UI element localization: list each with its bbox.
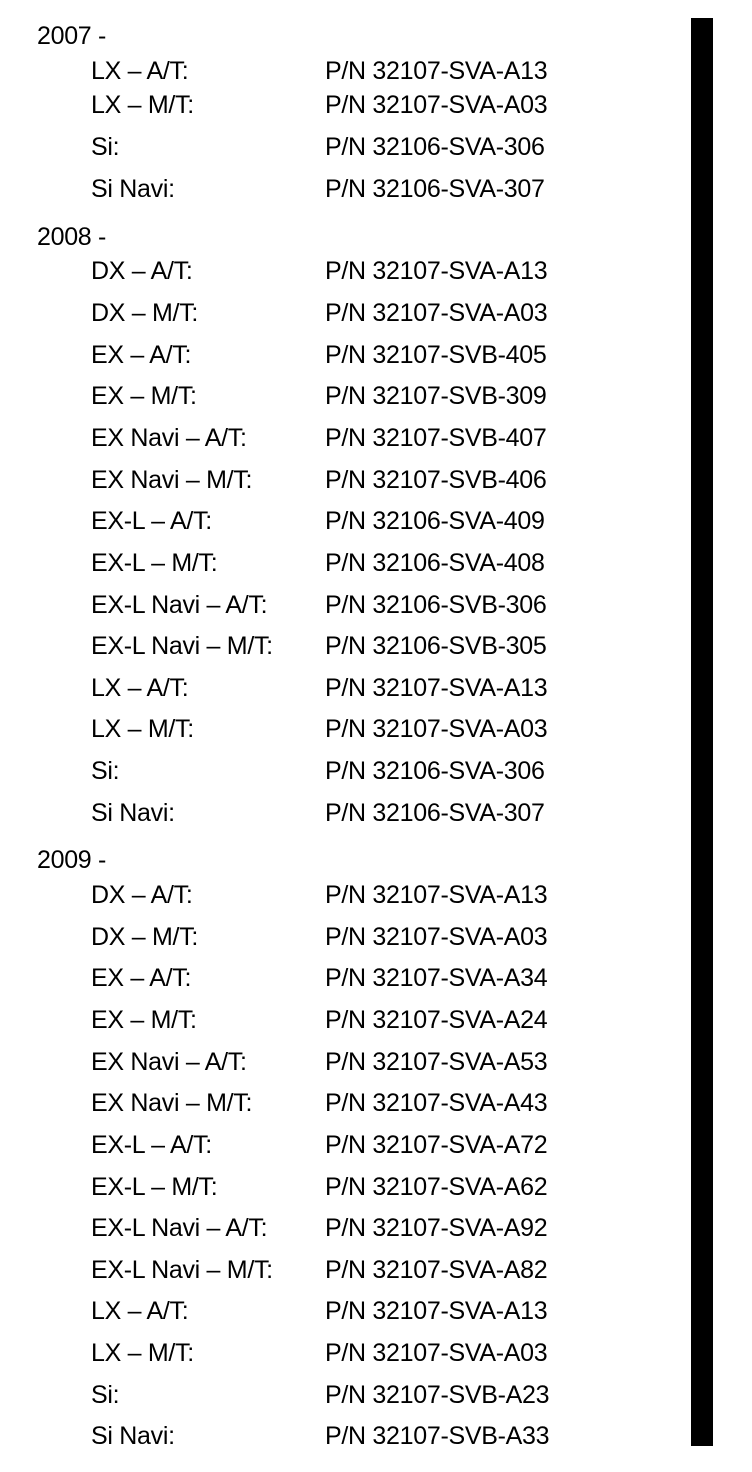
list-item [0, 1047, 680, 1077]
part-number: P/N 32107-SVA-A92 [325, 1214, 548, 1242]
part-number: P/N 32107-SVA-A34 [325, 964, 548, 992]
part-number: P/N 32107-SVA-A72 [325, 1131, 548, 1159]
trim-label: EX – A/T: [91, 964, 192, 992]
part-number: P/N 32107-SVA-A03 [325, 91, 548, 119]
list-item [0, 1130, 680, 1160]
list-item [0, 922, 680, 952]
list-item [0, 90, 680, 120]
trim-label: EX – M/T: [91, 382, 197, 410]
list-item [0, 1255, 680, 1285]
list-item [0, 340, 680, 370]
trim-label: Si Navi: [91, 1422, 175, 1450]
part-number: P/N 32107-SVB-405 [325, 341, 547, 369]
part-number: P/N 32107-SVA-A62 [325, 1173, 548, 1201]
part-number: P/N 32107-SVA-A13 [325, 881, 548, 909]
part-number: P/N 32106-SVB-305 [325, 632, 547, 660]
trim-label: EX – M/T: [91, 1006, 197, 1034]
list-item [0, 423, 680, 453]
list-item [0, 548, 680, 578]
part-number: P/N 32107-SVA-A13 [325, 257, 548, 285]
part-number: P/N 32107-SVA-A03 [325, 1339, 548, 1367]
part-number: P/N 32107-SVA-A13 [325, 674, 548, 702]
part-number: P/N 32107-SVA-A03 [325, 715, 548, 743]
year-heading-2007: 2007 - [37, 22, 107, 50]
list-item [0, 1338, 680, 1368]
part-number: P/N 32107-SVB-A23 [325, 1381, 550, 1409]
part-number: P/N 32107-SVA-A13 [325, 57, 548, 85]
trim-label: LX – A/T: [91, 674, 189, 702]
trim-label: DX – M/T: [91, 923, 199, 951]
trim-label: LX – A/T: [91, 57, 189, 85]
list-item [0, 174, 680, 204]
part-number: P/N 32107-SVA-A03 [325, 923, 548, 951]
trim-label: EX Navi – A/T: [91, 1048, 247, 1076]
trim-label: EX-L Navi – M/T: [91, 632, 273, 660]
list-item [0, 673, 680, 703]
list-item [0, 714, 680, 744]
list-item [0, 756, 680, 786]
trim-label: EX-L Navi – A/T: [91, 591, 268, 619]
trim-label: EX-L – A/T: [91, 507, 212, 535]
list-item [0, 963, 680, 993]
year-heading-2009: 2009 - [37, 846, 107, 874]
part-number: P/N 32106-SVA-409 [325, 507, 545, 535]
list-item [0, 590, 680, 620]
list-item [0, 1172, 680, 1202]
list-item [0, 1380, 680, 1410]
part-number: P/N 32106-SVA-307 [325, 175, 545, 203]
part-number: P/N 32107-SVB-309 [325, 382, 547, 410]
trim-label: EX-L – M/T: [91, 549, 218, 577]
trim-label: EX Navi – A/T: [91, 424, 247, 452]
list-item [0, 132, 680, 162]
part-number: P/N 32106-SVA-408 [325, 549, 545, 577]
list-item [0, 1296, 680, 1326]
list-item [0, 1088, 680, 1118]
trim-label: LX – M/T: [91, 91, 194, 119]
list-item [0, 880, 680, 910]
revision-change-bar [691, 18, 713, 1446]
list-item [0, 381, 680, 411]
trim-label: EX-L – M/T: [91, 1173, 218, 1201]
list-item [0, 1421, 680, 1451]
list-item [0, 256, 680, 286]
trim-label: DX – A/T: [91, 881, 193, 909]
list-item [0, 506, 680, 536]
part-number: P/N 32107-SVB-406 [325, 466, 547, 494]
list-item [0, 465, 680, 495]
list-item [0, 298, 680, 328]
part-number: P/N 32106-SVA-306 [325, 133, 545, 161]
trim-label: EX-L – A/T: [91, 1131, 212, 1159]
part-number: P/N 32106-SVA-307 [325, 799, 545, 827]
part-number: P/N 32107-SVA-A53 [325, 1048, 548, 1076]
list-item [0, 56, 680, 86]
trim-label: Si: [91, 133, 120, 161]
trim-label: EX – A/T: [91, 341, 192, 369]
list-item [0, 1213, 680, 1243]
trim-label: DX – A/T: [91, 257, 193, 285]
trim-label: Si Navi: [91, 175, 175, 203]
trim-label: EX Navi – M/T: [91, 466, 253, 494]
trim-label: LX – M/T: [91, 715, 194, 743]
part-number: P/N 32106-SVB-306 [325, 591, 547, 619]
trim-label: DX – M/T: [91, 299, 199, 327]
trim-label: LX – M/T: [91, 1339, 194, 1367]
part-number: P/N 32107-SVA-A03 [325, 299, 548, 327]
trim-label: Si: [91, 757, 120, 785]
part-number: P/N 32107-SVB-407 [325, 424, 547, 452]
part-number: P/N 32107-SVB-A33 [325, 1422, 550, 1450]
trim-label: Si: [91, 1381, 120, 1409]
part-number: P/N 32107-SVA-A13 [325, 1297, 548, 1325]
part-number: P/N 32106-SVA-306 [325, 757, 545, 785]
trim-label: LX – A/T: [91, 1297, 189, 1325]
year-heading-2008: 2008 - [37, 223, 107, 251]
trim-label: Si Navi: [91, 799, 175, 827]
trim-label: EX Navi – M/T: [91, 1089, 253, 1117]
part-number: P/N 32107-SVA-A24 [325, 1006, 548, 1034]
trim-label: EX-L Navi – M/T: [91, 1256, 273, 1284]
list-item [0, 798, 680, 828]
list-item [0, 631, 680, 661]
trim-label: EX-L Navi – A/T: [91, 1214, 268, 1242]
list-item [0, 1005, 680, 1035]
part-number: P/N 32107-SVA-A43 [325, 1089, 548, 1117]
part-number: P/N 32107-SVA-A82 [325, 1256, 548, 1284]
